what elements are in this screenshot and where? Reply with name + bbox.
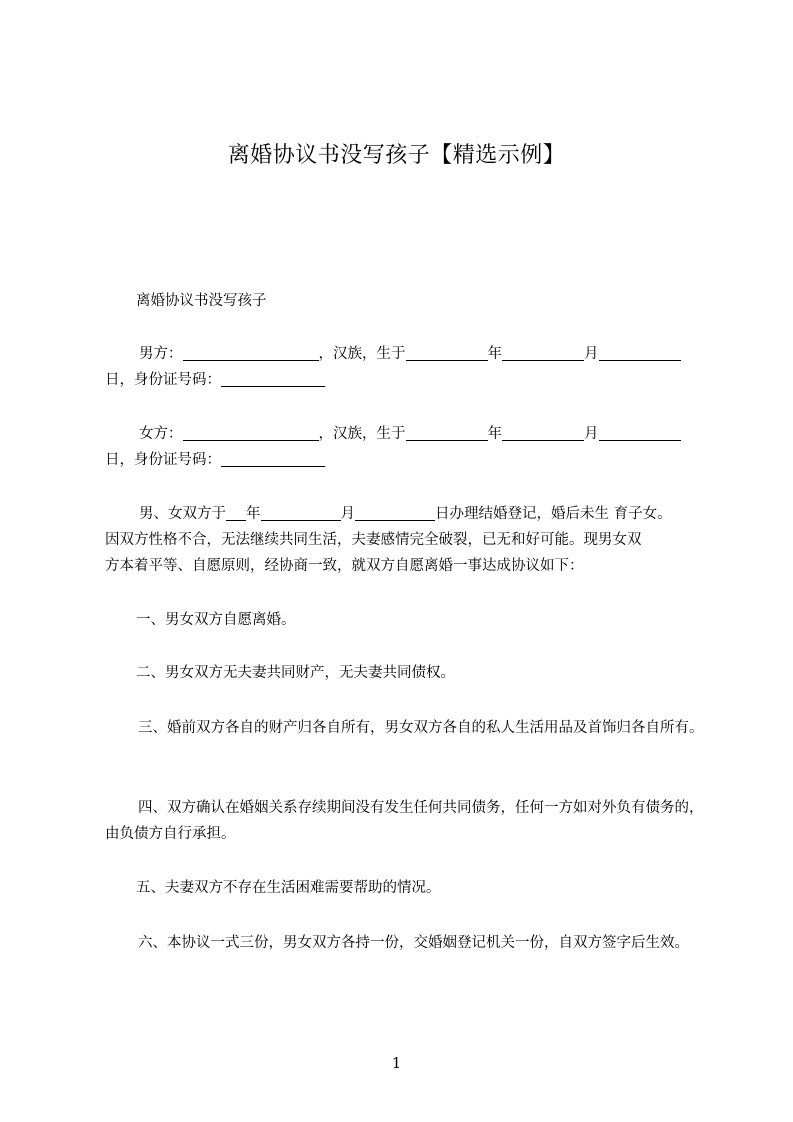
page-number: 1	[391, 1054, 402, 1072]
marriage-rest: 日办理结婚登记，婚后未生 育子女。	[435, 506, 672, 522]
clause-3: 三、婚前双方各自的财产归各自所有，男女双方各自的私人生活用品及首饰归各自所有。	[138, 720, 704, 736]
clause-1: 一、男女双方自愿离婚。	[136, 612, 296, 628]
husband-birth-day-blank[interactable]	[599, 345, 681, 361]
wife-ethnicity: ，汉族，生于	[318, 426, 406, 442]
clause-5: 五、夫妻双方不存在生活困难需要帮助的情况。	[136, 880, 441, 896]
document-subtitle: 离婚协议书没写孩子	[136, 293, 267, 309]
husband-ethnicity: ，汉族，生于	[318, 346, 406, 362]
marriage-prefix: 男、女双方于	[139, 506, 226, 522]
husband-id-label: 日，身份证号码：	[105, 372, 221, 388]
clause-4: 四、双方确认在婚姻关系存续期间没有发生任何共同债务，任何一方如对外负有债务的，由负债方自行承担。	[105, 800, 704, 842]
husband-info	[105, 341, 705, 393]
marriage-day-blank[interactable]	[355, 505, 435, 521]
wife-id-label: 日，身份证号码：	[105, 452, 221, 468]
wife-month-label: 月	[584, 426, 599, 442]
wife-name-blank[interactable]	[183, 425, 319, 441]
wife-birth-year-blank[interactable]	[406, 425, 488, 441]
marriage-line-3: 方本着平等、自愿原则，经协商一致，就双方自愿离婚一事达成协议如下：	[105, 558, 584, 574]
wife-info	[105, 421, 705, 473]
wife-id-blank[interactable]	[221, 451, 325, 467]
marriage-year-blank[interactable]	[226, 505, 246, 521]
husband-month-label: 月	[584, 346, 599, 362]
husband-year-label: 年	[487, 346, 502, 362]
marriage-line-2: 因双方性格不合，无法继续共同生活，夫妻感情完全破裂，已无和好可能。现男女双	[105, 532, 642, 548]
marriage-year-label: 年	[246, 506, 261, 522]
wife-birth-day-blank[interactable]	[599, 425, 681, 441]
husband-label: 男方：	[139, 346, 183, 362]
husband-name-blank[interactable]	[183, 345, 319, 361]
husband-id-blank[interactable]	[221, 371, 325, 387]
document-title: 离婚协议书没写孩子【精选示例】	[227, 143, 566, 168]
marriage-paragraph	[105, 501, 705, 579]
marriage-month-label: 月	[340, 506, 355, 522]
husband-birth-year-blank[interactable]	[406, 345, 488, 361]
wife-label: 女方：	[139, 426, 183, 442]
husband-birth-month-blank[interactable]	[502, 345, 584, 361]
clause-2: 二、男女双方无夫妻共同财产，无夫妻共同债权。	[136, 665, 455, 681]
clause-6: 六、本协议一式三份，男女双方各持一份，交婚姻登记机关一份，自双方签字后生效。	[138, 935, 689, 951]
wife-year-label: 年	[487, 426, 502, 442]
wife-birth-month-blank[interactable]	[502, 425, 584, 441]
marriage-month-blank[interactable]	[261, 505, 341, 521]
